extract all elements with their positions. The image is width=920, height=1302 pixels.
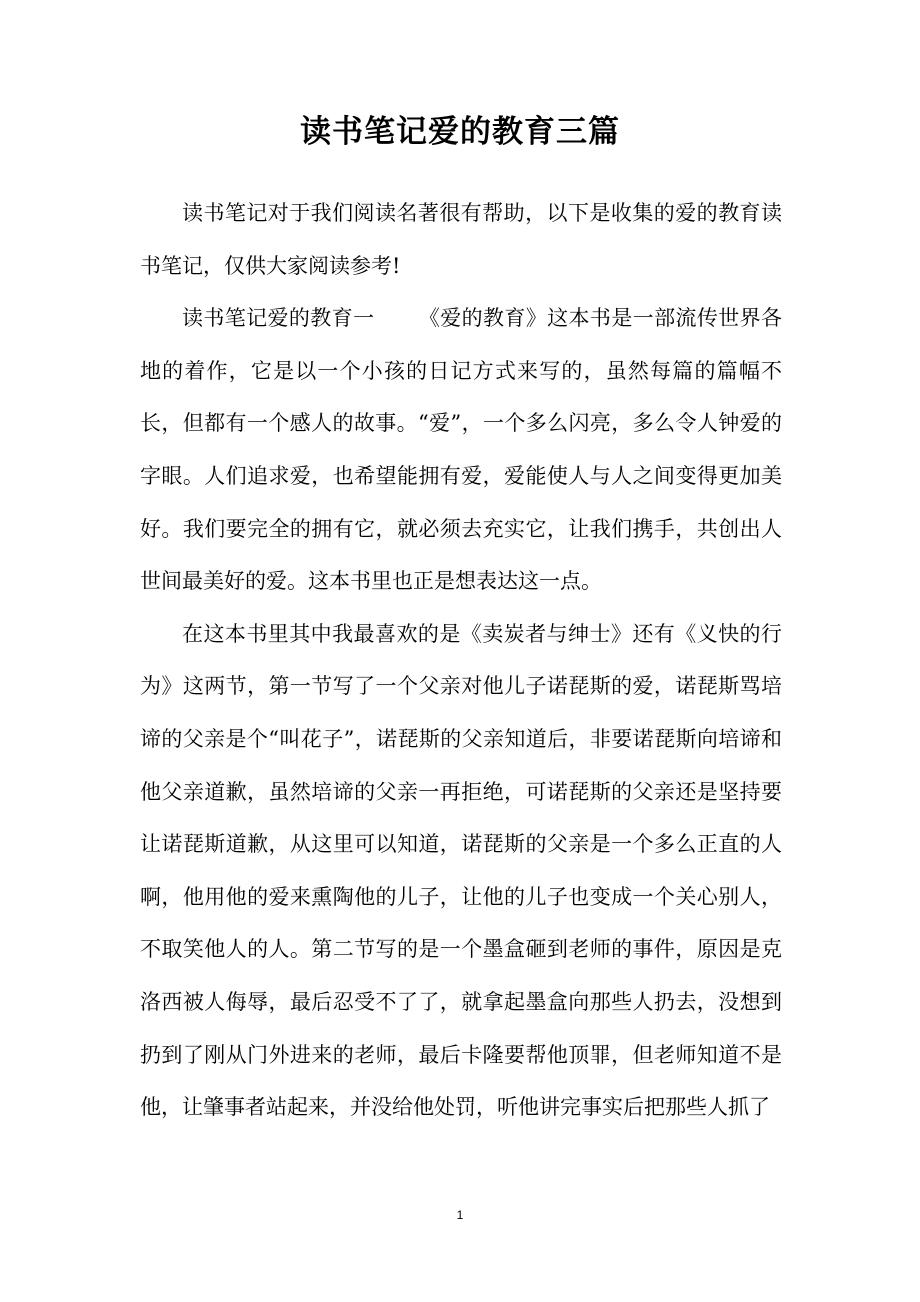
note-one-text: 《爱的教育》这本书是一部流传世界各地的着作，它是以一个小孩的日记方式来写的，虽然每篇的篇幅不长，但都有一个感人的故事。“爱”，一个多么闪亮，多么令人钟爱的字眼。人们追求爱，也希望能拥有爱，爱能使人与人之间变得更加美好。我们要完全的拥有它，就必须去充实它，让我们携手，共创出人世间最美好的爱。这本书里也正是想表达这一点。 [140, 306, 783, 594]
paragraph-note-one [140, 292, 782, 608]
page-number: 1 [456, 1208, 464, 1222]
document-body [140, 187, 782, 1134]
paragraph-favorite-chapters: 在这本书里其中我最喜欢的是《卖炭者与绅士》还有《义快的行为》这两节，第一节写了一个父亲对他儿子诺琵斯的爱，诺琵斯骂培谛的父亲是个“叫花子”，诺琵斯的父亲知道后，非要诺琵斯向培谛和他父亲道歉，虽然培谛的父亲一再拒绝，可诺琵斯的父亲还是坚持要让诺琵斯道歉，从这里可以知道，诺琵斯的父亲是一个多么正直的人啊，他用他的爱来熏陶他的儿子，让他的儿子也变成一个关心别人，不取笑他人的人。第二节写的是一个墨盒砸到老师的事件，原因是克洛西被人侮辱，最后忍受不了了，就拿起墨盒向那些人扔去，没想到扔到了刚从门外进来的老师，最后卡隆要帮他顶罪，但老师知道不是他，让肇事者站起来，并没给他处罚，听他讲完事实后把那些人抓了 [140, 621, 782, 1120]
page-title: 读书笔记爱的教育三篇 [300, 114, 620, 150]
note-heading: 读书笔记爱的教育一 [182, 306, 375, 331]
paragraph-intro: 读书笔记对于我们阅读名著很有帮助，以下是收集的爱的教育读书笔记，仅供大家阅读参考! [140, 201, 782, 278]
